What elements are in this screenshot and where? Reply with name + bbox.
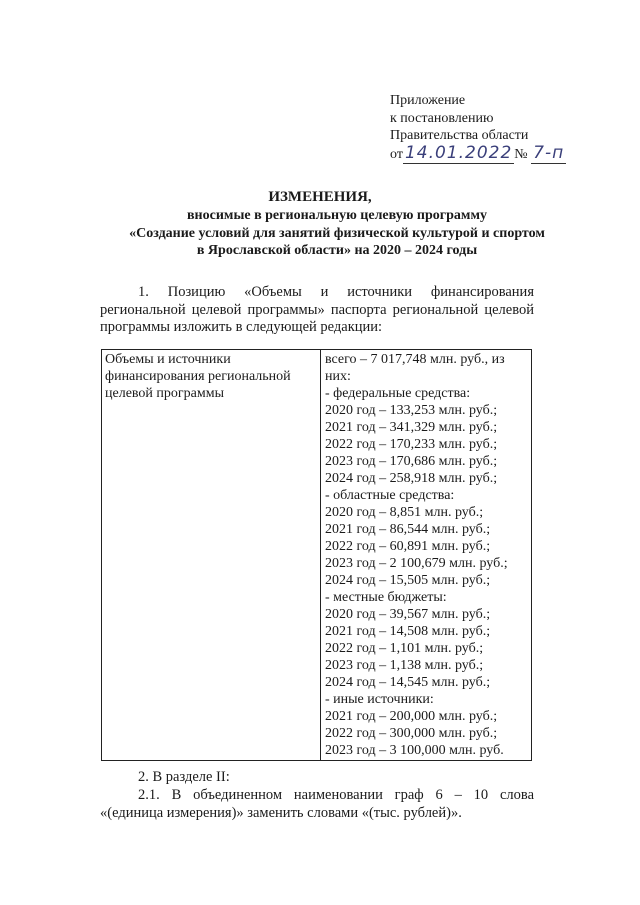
value-line: 2021 год – 200,000 млн. руб.;	[325, 709, 498, 724]
value-line: 2022 год – 60,891 млн. руб.;	[325, 539, 491, 554]
value-line: 2023 год – 1,138 млн. руб.;	[325, 658, 484, 673]
financing-table	[101, 349, 532, 761]
value-line: 2021 год – 341,329 млн. руб.;	[325, 420, 498, 435]
value-line: 2023 год – 3 100,000 млн. руб.	[325, 743, 504, 758]
label-line: Объемы и источники	[105, 352, 231, 367]
document-title	[0, 188, 640, 260]
value-line: 2021 год – 86,544 млн. руб.;	[325, 522, 491, 537]
section-2-heading	[100, 769, 534, 787]
paragraph-1	[100, 284, 534, 337]
title-line-3: в Ярославской области» на 2020 – 2024 годы	[196, 243, 478, 258]
appendix-line-2: к постановлению	[390, 110, 494, 126]
value-line: 2022 год – 300,000 млн. руб.;	[325, 726, 498, 741]
value-line: 2022 год – 1,101 млн. руб.;	[325, 641, 484, 656]
title-main: ИЗМЕНЕНИЯ,	[268, 189, 372, 205]
value-line: всего – 7 017,748 млн. руб., из них:	[325, 352, 505, 384]
section-2-item-1-text: 2.1. В объединенном наименовании граф 6 – 10 слова «(единица измерения)» заменить словами «(тыс. рублей)».	[100, 787, 534, 821]
value-line: 2020 год – 39,567 млн. руб.;	[325, 607, 491, 622]
table-row	[102, 350, 532, 761]
value-line: 2023 год – 170,686 млн. руб.;	[325, 454, 498, 469]
appendix-line-3: Правительства области	[390, 128, 529, 143]
value-line: - федеральные средства:	[325, 386, 471, 401]
paragraph-1-text: 1. Позицию «Объемы и источники финансирования региональной целевой программы» паспорта региональной целевой программы изложить в следующей редакции:	[100, 284, 534, 335]
appendix-date-line	[390, 142, 566, 164]
appendix-block	[390, 92, 566, 163]
financing-values-cell	[321, 350, 532, 761]
value-line: 2020 год – 133,253 млн. руб.;	[325, 403, 498, 418]
value-line: 2020 год – 8,851 млн. руб.;	[325, 505, 484, 520]
value-line: 2022 год – 170,233 млн. руб.;	[325, 437, 498, 452]
value-line: 2024 год – 15,505 млн. руб.;	[325, 573, 491, 588]
financing-label-cell	[102, 350, 321, 761]
section-2-item-1	[100, 787, 534, 822]
value-line: - местные бюджеты:	[325, 590, 447, 605]
number-prefix: №	[514, 146, 528, 162]
value-line: 2024 год – 258,918 млн. руб.;	[325, 471, 498, 486]
section-2-heading-text: 2. В разделе II:	[138, 769, 230, 785]
appendix-line-1: Приложение	[390, 93, 466, 108]
date-prefix: от	[390, 146, 403, 162]
value-line: 2024 год – 14,545 млн. руб.;	[325, 675, 491, 690]
title-line-2: «Создание условий для занятий физической культурой и спортом	[129, 225, 545, 241]
title-line-1: вносимые в региональную целевую программу	[187, 208, 487, 223]
label-line: целевой программы	[105, 386, 224, 401]
value-line: 2023 год – 2 100,679 млн. руб.;	[325, 556, 508, 571]
value-line: - иные источники:	[325, 692, 434, 707]
label-line: финансирования региональной	[105, 369, 291, 384]
value-line: 2021 год – 14,508 млн. руб.;	[325, 624, 491, 639]
value-line: - областные средства:	[325, 488, 455, 503]
handwritten-number: 7-п	[533, 142, 565, 163]
handwritten-date: 14.01.2022	[404, 142, 513, 163]
